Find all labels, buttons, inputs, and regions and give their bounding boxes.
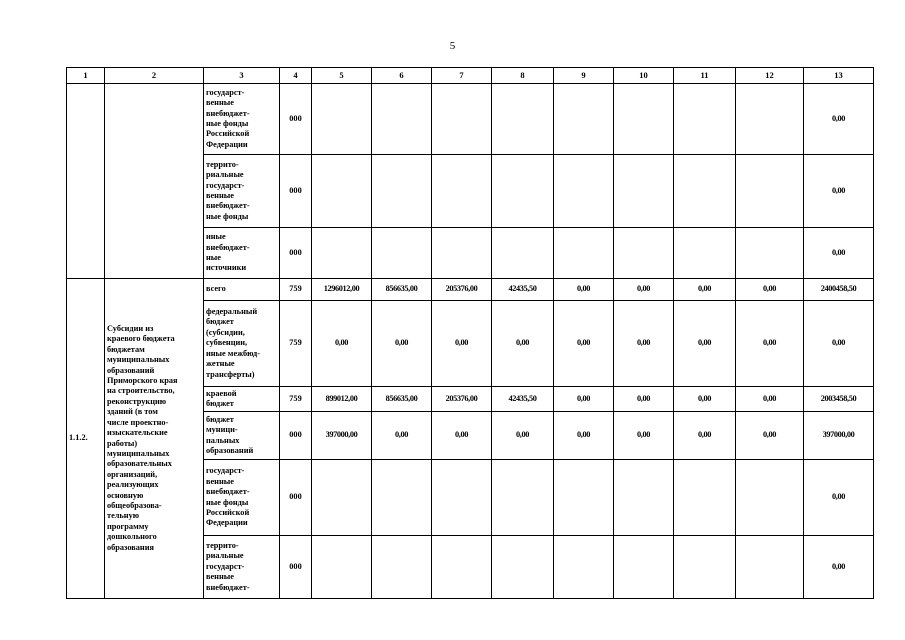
source-label: краевой бюджет <box>204 387 280 412</box>
value-cell <box>736 84 804 155</box>
code-cell: 000 <box>280 460 312 536</box>
value-cell: 856635,00 <box>372 387 432 412</box>
code-cell: 759 <box>280 387 312 412</box>
value-cell: 0,00 <box>674 279 736 301</box>
value-cell <box>432 228 492 279</box>
value-cell <box>372 460 432 536</box>
value-cell <box>372 155 432 228</box>
value-cell <box>554 84 614 155</box>
value-cell <box>554 228 614 279</box>
code-cell: 000 <box>280 228 312 279</box>
value-cell: 0,00 <box>554 387 614 412</box>
value-cell <box>614 460 674 536</box>
value-cell: 205376,00 <box>432 279 492 301</box>
code-cell: 000 <box>280 536 312 599</box>
value-cell <box>674 228 736 279</box>
code-cell: 759 <box>280 279 312 301</box>
item-description: Субсидии из краевого бюджета бюджетам муниципальных образований Приморского края на строительство, реконструкцию зданий (в том числе проектно- изыскательские работы) муниципальных образовательных организаций, реализующих основную общеобразова- тельную программу дошкольного образования <box>105 279 204 599</box>
value-cell: 0,00 <box>312 301 372 387</box>
page-number: 5 <box>449 40 456 52</box>
value-cell: 0,00 <box>432 412 492 460</box>
value-cell <box>312 228 372 279</box>
column-number: 11 <box>674 68 736 84</box>
value-cell: 0,00 <box>554 279 614 301</box>
value-cell: 0,00 <box>736 301 804 387</box>
value-cell <box>614 228 674 279</box>
value-cell: 0,00 <box>674 301 736 387</box>
value-cell <box>372 536 432 599</box>
value-cell: 0,00 <box>674 412 736 460</box>
value-cell <box>432 460 492 536</box>
column-number-row <box>67 68 874 84</box>
value-cell: 856635,00 <box>372 279 432 301</box>
table-row <box>67 84 874 155</box>
column-number: 2 <box>105 68 204 84</box>
value-cell <box>736 536 804 599</box>
value-cell: 0,00 <box>432 301 492 387</box>
source-label: всего <box>204 279 280 301</box>
financing-table <box>66 67 874 599</box>
value-cell: 899012,00 <box>312 387 372 412</box>
value-cell: 42435,50 <box>492 387 554 412</box>
total-cell: 2003458,50 <box>804 387 874 412</box>
source-label: террито- риальные государст- венные внебюджет- ные фонды <box>204 155 280 228</box>
table-row <box>67 279 874 301</box>
value-cell: 0,00 <box>674 387 736 412</box>
value-cell <box>492 155 554 228</box>
item-description-cell <box>105 84 204 279</box>
value-cell <box>432 84 492 155</box>
value-cell: 0,00 <box>614 301 674 387</box>
column-number: 3 <box>204 68 280 84</box>
total-cell: 0,00 <box>804 155 874 228</box>
total-cell: 0,00 <box>804 460 874 536</box>
column-number: 9 <box>554 68 614 84</box>
column-number: 6 <box>372 68 432 84</box>
value-cell <box>736 460 804 536</box>
column-number: 5 <box>312 68 372 84</box>
total-cell: 0,00 <box>804 84 874 155</box>
column-number: 10 <box>614 68 674 84</box>
value-cell: 1296012,00 <box>312 279 372 301</box>
total-cell: 0,00 <box>804 228 874 279</box>
value-cell <box>492 84 554 155</box>
column-number: 8 <box>492 68 554 84</box>
source-label: террито- риальные государст- венные внебюджет- <box>204 536 280 599</box>
value-cell: 0,00 <box>614 279 674 301</box>
value-cell: 205376,00 <box>432 387 492 412</box>
value-cell <box>674 155 736 228</box>
value-cell: 0,00 <box>372 301 432 387</box>
value-cell <box>554 460 614 536</box>
value-cell: 397000,00 <box>312 412 372 460</box>
item-number: 1.1.2. <box>67 279 105 599</box>
value-cell <box>372 84 432 155</box>
total-cell: 0,00 <box>804 536 874 599</box>
total-cell: 0,00 <box>804 301 874 387</box>
value-cell <box>492 460 554 536</box>
value-cell: 0,00 <box>554 412 614 460</box>
value-cell: 0,00 <box>492 301 554 387</box>
source-label: федеральный бюджет (субсидии, субвенции, иные межбюд- жетные трансферты) <box>204 301 280 387</box>
value-cell <box>312 155 372 228</box>
source-label: иные внебюджет- ные источники <box>204 228 280 279</box>
value-cell: 0,00 <box>736 279 804 301</box>
value-cell <box>614 536 674 599</box>
total-cell: 2400458,50 <box>804 279 874 301</box>
value-cell: 0,00 <box>614 387 674 412</box>
value-cell <box>492 228 554 279</box>
value-cell <box>674 536 736 599</box>
value-cell <box>312 84 372 155</box>
value-cell <box>432 155 492 228</box>
column-number: 13 <box>804 68 874 84</box>
value-cell <box>554 155 614 228</box>
value-cell <box>492 536 554 599</box>
column-number: 4 <box>280 68 312 84</box>
value-cell <box>674 460 736 536</box>
column-number: 1 <box>67 68 105 84</box>
source-label: государст- венные внебюджет- ные фонды Российской Федерации <box>204 460 280 536</box>
column-number: 7 <box>432 68 492 84</box>
value-cell: 0,00 <box>492 412 554 460</box>
item-number-cell <box>67 84 105 279</box>
code-cell: 000 <box>280 412 312 460</box>
value-cell <box>614 84 674 155</box>
value-cell <box>736 155 804 228</box>
code-cell: 759 <box>280 301 312 387</box>
value-cell <box>432 536 492 599</box>
code-cell: 000 <box>280 84 312 155</box>
value-cell <box>312 536 372 599</box>
source-label: бюджет муници- пальных образований <box>204 412 280 460</box>
value-cell: 42435,50 <box>492 279 554 301</box>
total-cell: 397000,00 <box>804 412 874 460</box>
value-cell <box>614 155 674 228</box>
code-cell: 000 <box>280 155 312 228</box>
value-cell <box>554 536 614 599</box>
column-number: 12 <box>736 68 804 84</box>
value-cell: 0,00 <box>736 412 804 460</box>
value-cell <box>736 228 804 279</box>
value-cell <box>674 84 736 155</box>
value-cell: 0,00 <box>614 412 674 460</box>
value-cell <box>312 460 372 536</box>
source-label: государст- венные внебюджет- ные фонды Российской Федерации <box>204 84 280 155</box>
value-cell: 0,00 <box>736 387 804 412</box>
value-cell: 0,00 <box>372 412 432 460</box>
value-cell: 0,00 <box>554 301 614 387</box>
value-cell <box>372 228 432 279</box>
